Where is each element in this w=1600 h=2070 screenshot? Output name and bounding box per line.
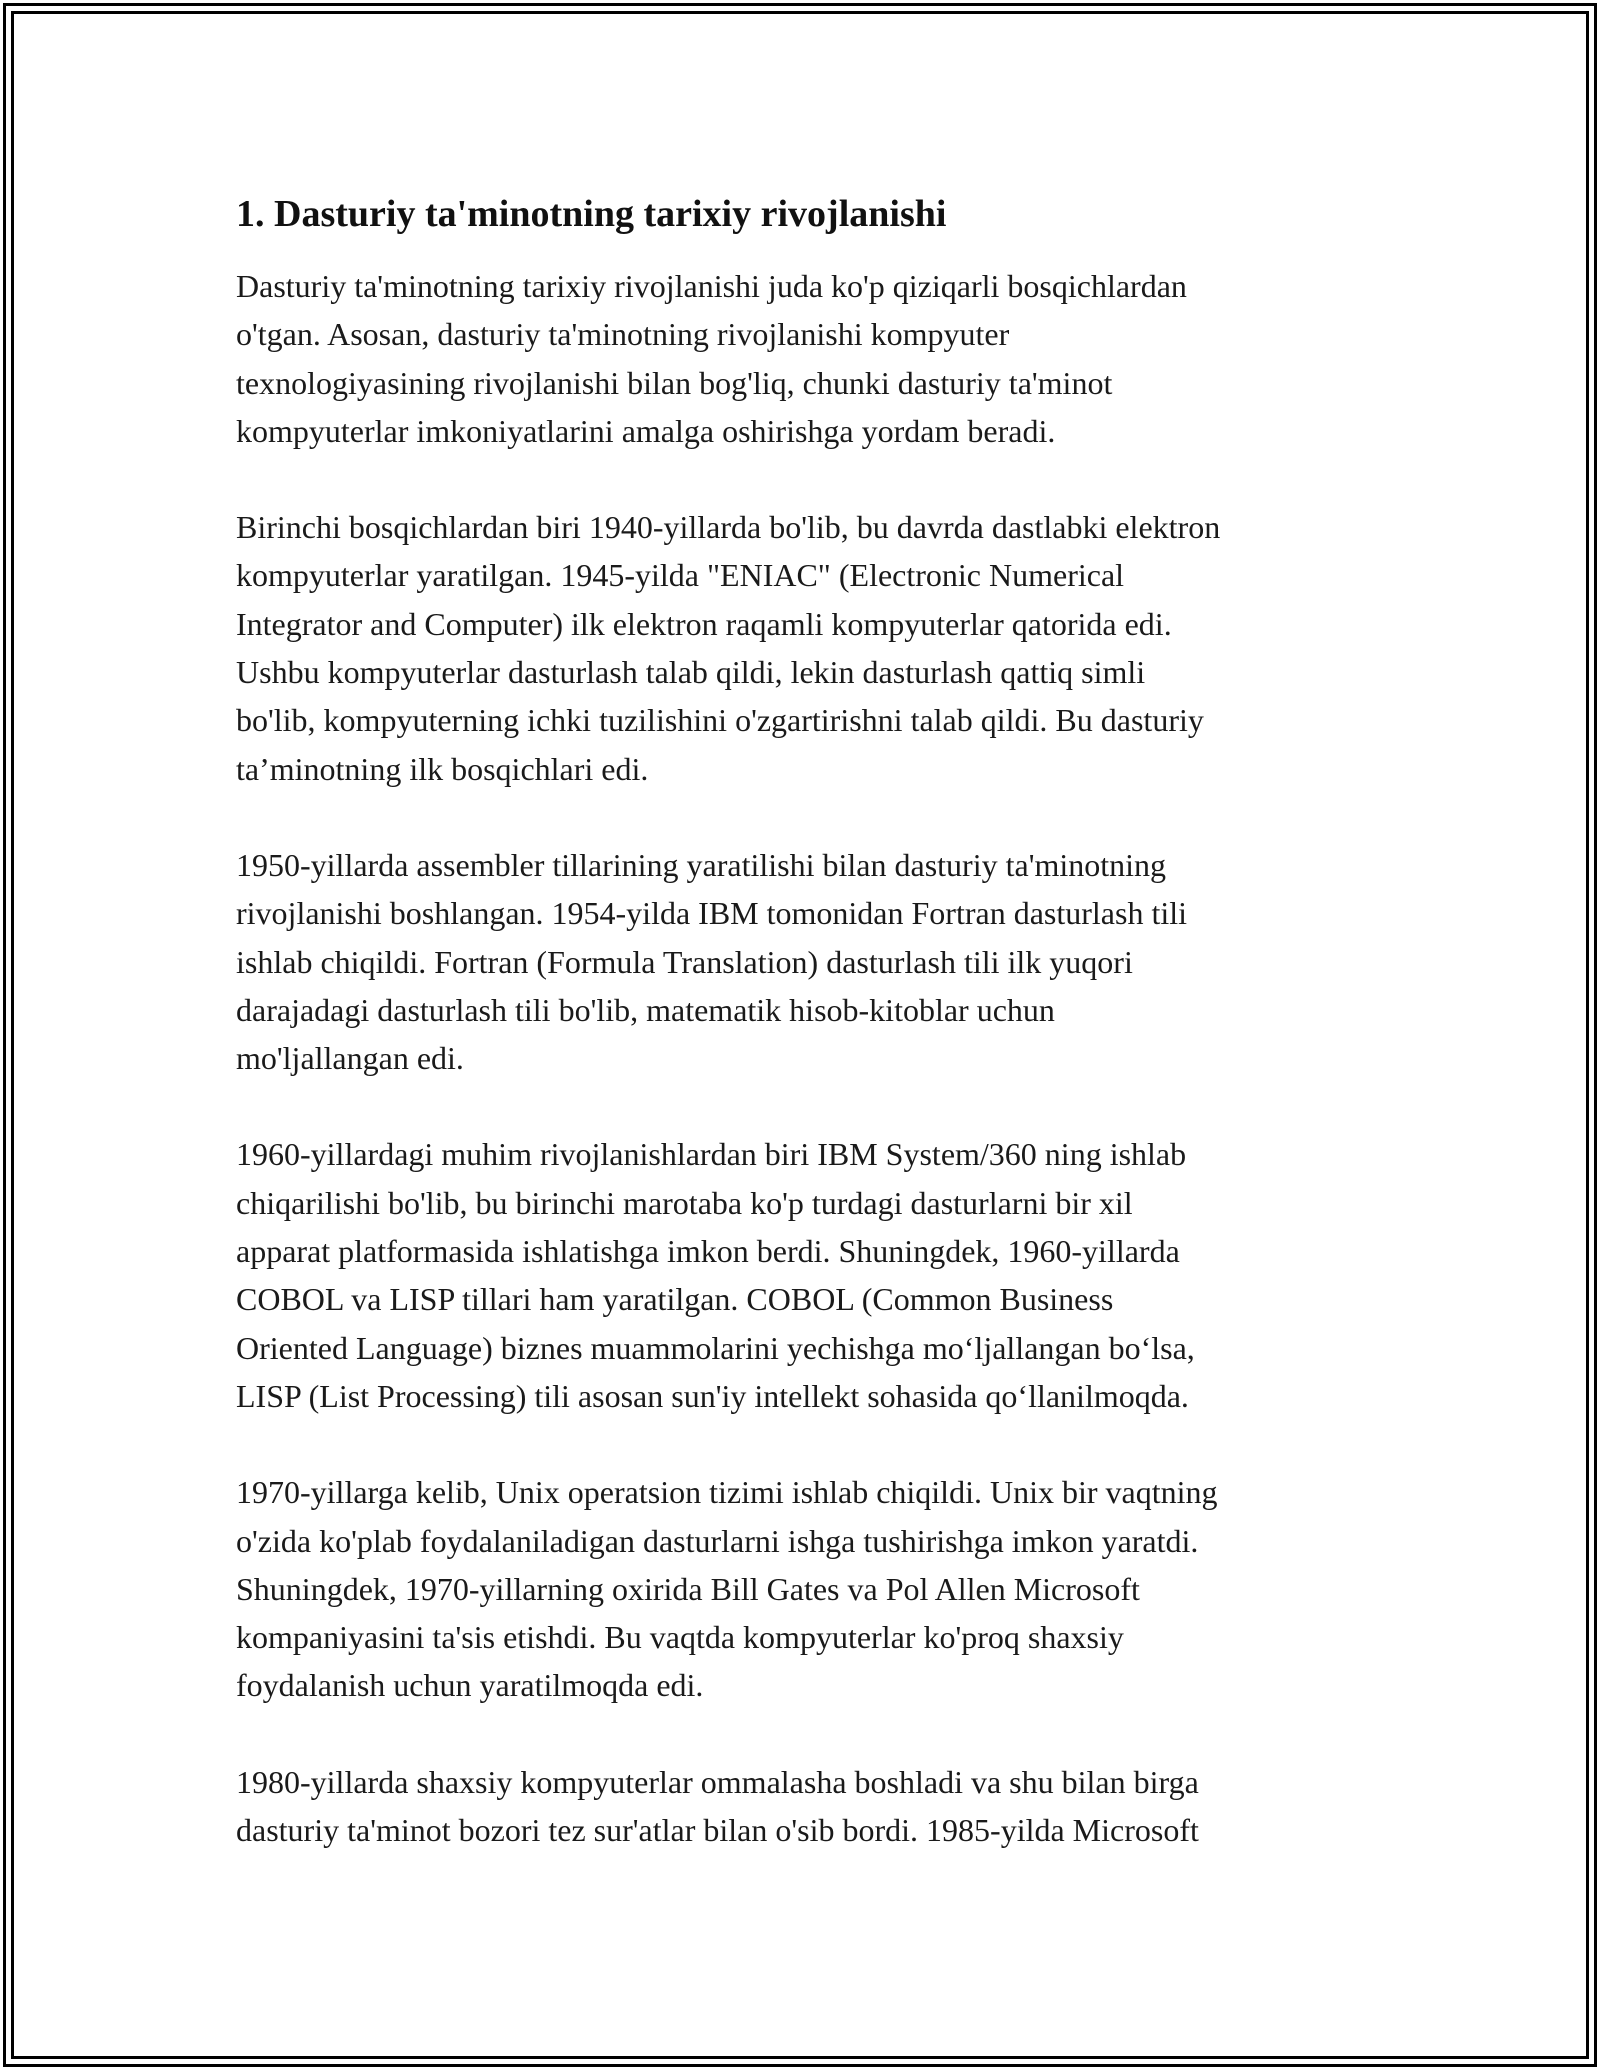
paragraph-line: COBOL va LISP tillari ham yaratilgan. COBOL (Common Business bbox=[236, 1281, 1114, 1318]
paragraph-line: texnologiyasining rivojlanishi bilan bog'liq, chunki dasturiy ta'minot bbox=[236, 364, 1113, 401]
paragraph-line: 1950-yillarda assembler tillarining yaratilishi bilan dasturiy ta'minotning bbox=[236, 846, 1167, 883]
paragraph-line: Birinchi bosqichlardan biri 1940-yillarda bo'lib, bu davrda dastlabki elektron bbox=[236, 509, 1221, 546]
paragraph-line: mo'ljallangan edi. bbox=[236, 1040, 464, 1077]
paragraph-line: darajadagi dasturlash tili bo'lib, matematik hisob-kitoblar uchun bbox=[236, 991, 1055, 1028]
paragraph-line: LISP (List Processing) tili asosan sun'iy intellekt sohasida qo‘llanilmoqda. bbox=[236, 1377, 1189, 1414]
section-heading: 1. Dasturiy ta'minotning tarixiy rivojlanishi bbox=[236, 193, 947, 235]
paragraph-line: kompyuterlar imkoniyatlarini amalga oshirishga yordam beradi. bbox=[236, 412, 1056, 449]
paragraph bbox=[236, 1130, 1376, 1420]
paragraph bbox=[236, 503, 1376, 793]
paragraph-line: 1980-yillarda shaxsiy kompyuterlar ommalasha boshladi va shu bilan birga bbox=[236, 1763, 1199, 1800]
paragraph-line: Integrator and Computer) ilk elektron raqamli kompyuterlar qatorida edi. bbox=[236, 605, 1172, 642]
paragraph-line: o'tgan. Asosan, dasturiy ta'minotning rivojlanishi kompyuter bbox=[236, 316, 1010, 353]
paragraph-line: Ushbu kompyuterlar dasturlash talab qildi, lekin dasturlash qattiq simli bbox=[236, 654, 1146, 691]
paragraph bbox=[236, 262, 1376, 455]
document-body bbox=[236, 186, 1376, 1902]
paragraph bbox=[236, 841, 1376, 1082]
paragraph-line: rivojlanishi boshlangan. 1954-yilda IBM tomonidan Fortran dasturlash tili bbox=[236, 895, 1187, 932]
paragraph-line: chiqarilishi bo'lib, bu birinchi marotaba ko'p turdagi dasturlarni bir xil bbox=[236, 1184, 1133, 1221]
paragraph-line: 1960-yillardagi muhim rivojlanishlardan biri IBM System/360 ning ishlab bbox=[236, 1136, 1187, 1173]
paragraph-line: Dasturiy ta'minotning tarixiy rivojlanishi juda ko'p qiziqarli bosqichlardan bbox=[236, 268, 1187, 304]
paragraph bbox=[236, 1468, 1376, 1709]
paragraph-line: 1970-yillarga kelib, Unix operatsion tizimi ishlab chiqildi. Unix bir vaqtning bbox=[236, 1474, 1218, 1511]
paragraph-line: Oriented Language) biznes muammolarini yechishga mo‘ljallangan bo‘lsa, bbox=[236, 1329, 1195, 1366]
paragraph-line: foydalanish uchun yaratilmoqda edi. bbox=[236, 1667, 704, 1704]
paragraph-line: Shuningdek, 1970-yillarning oxirida Bill Gates va Pol Allen Microsoft bbox=[236, 1570, 1140, 1607]
paragraph-line: dasturiy ta'minot bozori tez sur'atlar bilan o'sib bordi. 1985-yilda Microsoft bbox=[236, 1812, 1199, 1849]
paragraph-line: o'zida ko'plab foydalaniladigan dasturlarni ishga tushirishga imkon yaratdi. bbox=[236, 1522, 1199, 1559]
paragraph-line: kompyuterlar yaratilgan. 1945-yilda "ENIAC" (Electronic Numerical bbox=[236, 557, 1125, 594]
paragraph bbox=[236, 1758, 1376, 1855]
paragraph-line: ishlab chiqildi. Fortran (Formula Translation) dasturlash tili ilk yuqori bbox=[236, 943, 1133, 980]
paragraph-line: apparat platformasida ishlatishga imkon berdi. Shuningdek, 1960-yillarda bbox=[236, 1233, 1180, 1270]
paragraph-list bbox=[236, 262, 1376, 1854]
paragraph-line: kompaniyasini ta'sis etishdi. Bu vaqtda kompyuterlar ko'proq shaxsiy bbox=[236, 1619, 1124, 1656]
paragraph-line: bo'lib, kompyuterning ichki tuzilishini o'zgartirishni talab qildi. Bu dasturiy bbox=[236, 702, 1204, 739]
paragraph-line: ta’minotning ilk bosqichlari edi. bbox=[236, 750, 649, 787]
